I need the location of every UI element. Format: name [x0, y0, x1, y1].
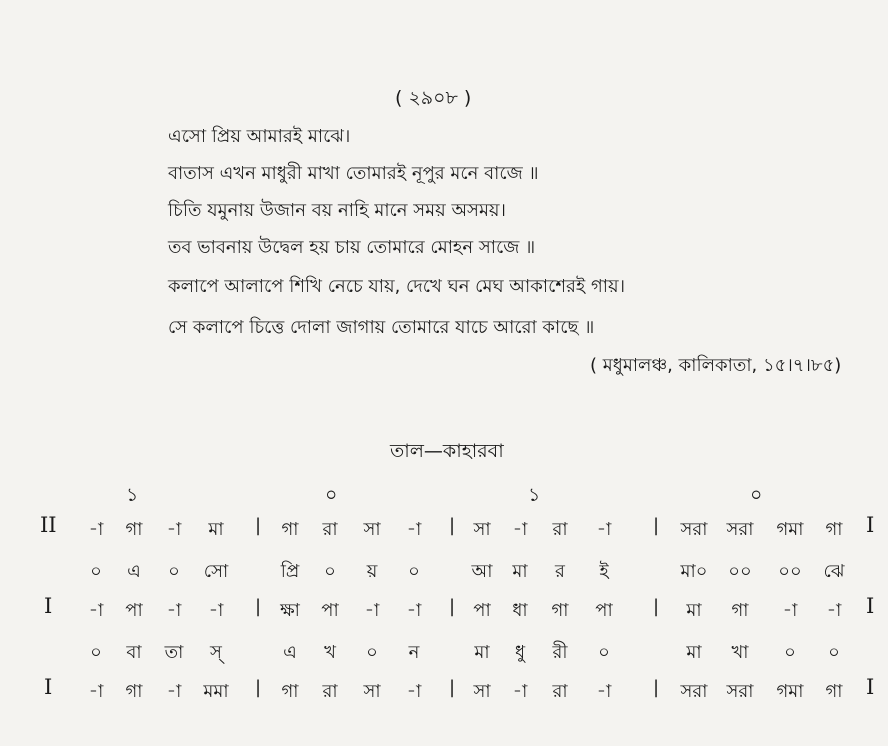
lyric-syllable: র	[555, 561, 565, 582]
lyric-line: তব ভাবনায় উদ্বেল হয় চায় তোমারে মোহন সাজে ॥	[168, 237, 536, 258]
note-cell: পা	[125, 600, 143, 621]
bar-separator: |	[448, 677, 456, 698]
lyric-syllable: মা	[686, 642, 702, 663]
lyric-syllable: তা	[164, 642, 184, 663]
bar-separator: |	[448, 596, 456, 617]
source-citation: ( মধুমালঞ্চ, কালিকাতা, ১৫।৭।৮৫)	[590, 355, 842, 376]
beat-mark: ০	[750, 484, 763, 506]
note-cell: -া	[364, 600, 380, 621]
note-cell: পা	[595, 600, 613, 621]
lyric-syllable: প্রি	[280, 561, 300, 582]
note-cell: গা	[825, 681, 843, 702]
lyric-syllable: ন	[408, 642, 420, 663]
note-cell: সা	[363, 519, 381, 540]
lyric-syllable: ধু	[514, 642, 526, 663]
beat-mark: ০	[325, 484, 338, 506]
bar-separator: |	[652, 515, 660, 536]
note-cell: সরা	[680, 519, 708, 540]
song-number: ( ২৯০৮ )	[395, 87, 472, 109]
lyric-syllable: ঝে	[823, 561, 845, 582]
bar-separator: |	[254, 596, 262, 617]
note-cell: সা	[473, 681, 491, 702]
note-cell: সরা	[726, 519, 754, 540]
note-cell: পা	[473, 600, 491, 621]
bar-separator: |	[254, 677, 262, 698]
note-cell: রা	[322, 681, 338, 702]
note-cell: রা	[552, 681, 568, 702]
note-cell: -া	[406, 681, 422, 702]
beat-mark: ১	[528, 484, 541, 506]
lyric-syllable: ০	[598, 642, 610, 663]
lyric-line: বাতাস এখন মাধুরী মাখা তোমারই নূপুর মনে বাজে ॥	[168, 163, 539, 184]
note-cell: -া	[166, 519, 182, 540]
lyric-line: কলাপে আলাপে শিখি নেচে যায়, দেখে ঘন মেঘ আকাশেরই গায়।	[168, 276, 626, 297]
note-cell: মা	[208, 519, 224, 540]
lyric-syllable: ০	[408, 561, 420, 582]
lyric-syllable: ০	[784, 642, 796, 663]
lyric-syllable: সো	[203, 561, 229, 582]
lyric-syllable: ০০	[728, 561, 752, 582]
note-cell: সরা	[726, 681, 754, 702]
note-cell: মমা	[203, 681, 229, 702]
beat-mark: ১	[126, 484, 139, 506]
row-end-bar: I	[866, 675, 875, 699]
lyric-syllable: খা	[731, 642, 749, 663]
lyric-syllable: রী	[552, 642, 568, 663]
note-cell: গা	[125, 519, 143, 540]
note-cell: সা	[473, 519, 491, 540]
note-cell: সরা	[680, 681, 708, 702]
note-cell: গমা	[776, 519, 804, 540]
note-cell: -া	[88, 681, 104, 702]
lyric-syllable: ০	[324, 561, 336, 582]
lyric-syllable: এ	[283, 642, 297, 663]
note-cell: -া	[88, 600, 104, 621]
note-cell: -া	[596, 519, 612, 540]
lyric-line: এসো প্রিয় আমারই মাঝে।	[168, 126, 351, 147]
note-cell: ধা	[512, 600, 528, 621]
note-cell: -া	[166, 600, 182, 621]
note-cell: -া	[166, 681, 182, 702]
lyric-syllable: ০	[366, 642, 378, 663]
note-cell: -া	[406, 600, 422, 621]
lyric-syllable: মা	[512, 561, 528, 582]
note-cell: গা	[281, 681, 299, 702]
lyric-syllable: ০০	[778, 561, 802, 582]
lyric-syllable: ০	[168, 561, 180, 582]
lyric-syllable: স্	[210, 642, 222, 663]
lyric-syllable: ০	[90, 642, 102, 663]
row-end-bar: I	[866, 594, 875, 618]
note-cell: গা	[125, 681, 143, 702]
note-cell: -া	[512, 519, 528, 540]
lyric-syllable: আ	[471, 561, 493, 582]
note-cell: -া	[782, 600, 798, 621]
row-end-bar: I	[866, 513, 875, 537]
note-cell: -া	[512, 681, 528, 702]
row-start-bar: II	[40, 513, 57, 537]
lyric-syllable: য়	[366, 561, 378, 582]
lyric-syllable: মা০	[680, 561, 708, 582]
note-cell: -া	[88, 519, 104, 540]
note-cell: গমা	[776, 681, 804, 702]
note-cell: রা	[322, 519, 338, 540]
note-cell: গা	[281, 519, 299, 540]
note-cell: -া	[208, 600, 224, 621]
lyric-syllable: ০	[828, 642, 840, 663]
bar-separator: |	[652, 596, 660, 617]
bar-separator: |	[254, 515, 262, 536]
note-cell: -া	[406, 519, 422, 540]
note-cell: গা	[731, 600, 749, 621]
note-cell: মা	[686, 600, 702, 621]
note-cell: পা	[321, 600, 339, 621]
note-cell: সা	[363, 681, 381, 702]
bar-separator: |	[448, 515, 456, 536]
note-cell: -া	[826, 600, 842, 621]
lyric-syllable: বা	[126, 642, 142, 663]
lyric-line: সে কলাপে চিত্তে দোলা জাগায় তোমারে যাচে আরো কাছে ॥	[168, 317, 595, 338]
lyric-syllable: ০	[90, 561, 102, 582]
note-cell: ক্ষা	[280, 600, 300, 621]
lyric-syllable: ই	[599, 561, 609, 582]
note-cell: রা	[552, 519, 568, 540]
taal-heading: তাল—কাহারবা	[390, 440, 504, 462]
lyric-line: চিতি যমুনায় উজান বয় নাহি মানে সময় অসময়।	[168, 200, 506, 221]
note-cell: -া	[596, 681, 612, 702]
row-start-bar: I	[44, 594, 53, 618]
row-start-bar: I	[44, 675, 53, 699]
note-cell: গা	[825, 519, 843, 540]
lyric-syllable: এ	[127, 561, 141, 582]
bar-separator: |	[652, 677, 660, 698]
note-cell: গা	[551, 600, 569, 621]
lyric-syllable: মা	[474, 642, 490, 663]
lyric-syllable: খ	[324, 642, 336, 663]
